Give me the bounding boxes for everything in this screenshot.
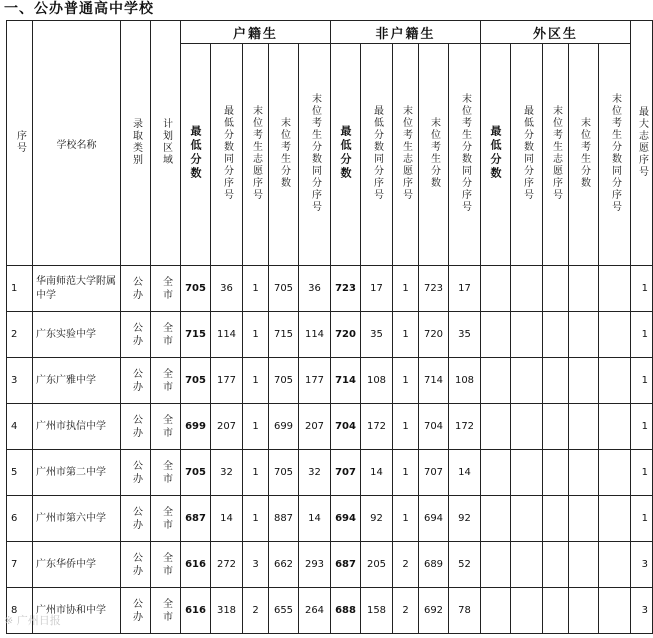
table-row <box>7 312 653 358</box>
cell-feihuji: 694 <box>419 496 449 542</box>
cell-feihuji: 158 <box>361 588 393 634</box>
header-max-wish: 最大志愿序号 <box>631 21 653 266</box>
cell-huji: 207 <box>299 404 331 450</box>
cell-huji: 114 <box>299 312 331 358</box>
table-row <box>7 266 653 312</box>
cell-huji: 715 <box>181 312 211 358</box>
cell-waiqu-empty <box>511 496 543 542</box>
cell-seq: 7 <box>7 542 33 588</box>
cell-huji: 1 <box>243 312 269 358</box>
cell-huji: 705 <box>181 450 211 496</box>
cell-waiqu-empty <box>599 588 631 634</box>
cell-school-name: 广州市第六中学 <box>33 496 121 542</box>
cell-feihuji: 2 <box>393 588 419 634</box>
cell-waiqu-empty <box>543 542 569 588</box>
cell-feihuji: 2 <box>393 542 419 588</box>
cell-seq: 1 <box>7 266 33 312</box>
cell-seq: 3 <box>7 358 33 404</box>
cell-waiqu-empty <box>599 450 631 496</box>
cell-feihuji: 704 <box>419 404 449 450</box>
cell-waiqu-empty <box>543 312 569 358</box>
cell-feihuji: 1 <box>393 496 419 542</box>
cell-seq: 5 <box>7 450 33 496</box>
cell-huji: 1 <box>243 266 269 312</box>
cell-seq: 4 <box>7 404 33 450</box>
f-last-score: 末位考生分数 <box>419 44 449 266</box>
cell-feihuji: 720 <box>419 312 449 358</box>
w-min-score: 最低分数 <box>481 44 511 266</box>
table-row <box>7 358 653 404</box>
cell-max-wish: 3 <box>631 542 653 588</box>
cell-category: 公办 <box>121 496 151 542</box>
cell-feihuji: 35 <box>361 312 393 358</box>
cell-area: 全市 <box>151 266 181 312</box>
cell-huji: 36 <box>211 266 243 312</box>
cell-seq: 6 <box>7 496 33 542</box>
cell-waiqu-empty <box>569 358 599 404</box>
cell-feihuji: 687 <box>331 542 361 588</box>
cell-max-wish: 1 <box>631 450 653 496</box>
cell-huji: 715 <box>269 312 299 358</box>
cell-max-wish: 1 <box>631 312 653 358</box>
cell-feihuji: 17 <box>449 266 481 312</box>
cell-school-name: 广州市执信中学 <box>33 404 121 450</box>
cell-waiqu-empty <box>511 312 543 358</box>
cell-huji: 264 <box>299 588 331 634</box>
cell-feihuji: 723 <box>331 266 361 312</box>
cell-feihuji: 689 <box>419 542 449 588</box>
cell-huji: 32 <box>211 450 243 496</box>
cell-feihuji: 1 <box>393 358 419 404</box>
cell-waiqu-empty <box>481 542 511 588</box>
cell-huji: 14 <box>299 496 331 542</box>
cell-waiqu-empty <box>599 312 631 358</box>
cell-school-name: 广东实验中学 <box>33 312 121 358</box>
cell-waiqu-empty <box>481 312 511 358</box>
cell-waiqu-empty <box>511 542 543 588</box>
cell-huji: 1 <box>243 450 269 496</box>
group-huji: 户籍生 <box>181 21 331 44</box>
cell-feihuji: 14 <box>361 450 393 496</box>
cell-huji: 293 <box>299 542 331 588</box>
cell-huji: 272 <box>211 542 243 588</box>
cell-school-name: 广州市第二中学 <box>33 450 121 496</box>
cell-feihuji: 723 <box>419 266 449 312</box>
cell-waiqu-empty <box>543 588 569 634</box>
cell-huji: 177 <box>299 358 331 404</box>
cell-school-name: 广东广雅中学 <box>33 358 121 404</box>
cell-waiqu-empty <box>599 358 631 404</box>
header-category: 录取类别 <box>121 21 151 266</box>
cell-waiqu-empty <box>569 542 599 588</box>
table-row <box>7 542 653 588</box>
header-seq: 序号 <box>7 21 33 266</box>
h-last-score: 末位考生分数 <box>269 44 299 266</box>
page-heading: 一、公办普通高中学校 <box>4 1 154 17</box>
cell-feihuji: 692 <box>419 588 449 634</box>
cell-huji: 36 <box>299 266 331 312</box>
cell-feihuji: 108 <box>449 358 481 404</box>
cell-max-wish: 1 <box>631 358 653 404</box>
cell-huji: 687 <box>181 496 211 542</box>
cell-waiqu-empty <box>481 496 511 542</box>
cell-feihuji: 707 <box>331 450 361 496</box>
cell-feihuji: 1 <box>393 312 419 358</box>
header-area: 计划区域 <box>151 21 181 266</box>
cell-huji: 14 <box>211 496 243 542</box>
cell-feihuji: 17 <box>361 266 393 312</box>
h-min-score: 最低分数 <box>181 44 211 266</box>
cell-waiqu-empty <box>599 404 631 450</box>
cell-feihuji: 720 <box>331 312 361 358</box>
cell-huji: 1 <box>243 496 269 542</box>
cell-waiqu-empty <box>481 266 511 312</box>
cell-waiqu-empty <box>569 404 599 450</box>
cell-waiqu-empty <box>481 450 511 496</box>
cell-area: 全市 <box>151 496 181 542</box>
cell-feihuji: 704 <box>331 404 361 450</box>
cell-huji: 705 <box>181 358 211 404</box>
cell-waiqu-empty <box>481 588 511 634</box>
cell-feihuji: 92 <box>361 496 393 542</box>
cell-category: 公办 <box>121 404 151 450</box>
cell-category: 公办 <box>121 588 151 634</box>
cell-huji: 32 <box>299 450 331 496</box>
cell-waiqu-empty <box>543 496 569 542</box>
cell-waiqu-empty <box>543 450 569 496</box>
cell-feihuji: 172 <box>449 404 481 450</box>
cell-huji: 318 <box>211 588 243 634</box>
cell-area: 全市 <box>151 450 181 496</box>
cell-feihuji: 707 <box>419 450 449 496</box>
cell-waiqu-empty <box>569 312 599 358</box>
cell-waiqu-empty <box>569 450 599 496</box>
cell-feihuji: 14 <box>449 450 481 496</box>
cell-area: 全市 <box>151 312 181 358</box>
cell-huji: 616 <box>181 542 211 588</box>
cell-feihuji: 694 <box>331 496 361 542</box>
cell-feihuji: 1 <box>393 404 419 450</box>
table-row <box>7 496 653 542</box>
cell-feihuji: 714 <box>331 358 361 404</box>
w-last-same-rank: 末位考生分数同分序号 <box>599 44 631 266</box>
cell-feihuji: 1 <box>393 450 419 496</box>
cell-huji: 2 <box>243 588 269 634</box>
w-min-same-rank: 最低分数同分序号 <box>511 44 543 266</box>
admission-table <box>6 20 653 634</box>
cell-waiqu-empty <box>511 266 543 312</box>
cell-huji: 114 <box>211 312 243 358</box>
cell-feihuji: 205 <box>361 542 393 588</box>
cell-category: 公办 <box>121 450 151 496</box>
cell-waiqu-empty <box>511 450 543 496</box>
cell-huji: 705 <box>269 450 299 496</box>
cell-huji: 3 <box>243 542 269 588</box>
cell-waiqu-empty <box>543 358 569 404</box>
cell-feihuji: 688 <box>331 588 361 634</box>
cell-waiqu-empty <box>511 404 543 450</box>
cell-waiqu-empty <box>481 404 511 450</box>
w-last-score: 末位考生分数 <box>569 44 599 266</box>
cell-max-wish: 1 <box>631 404 653 450</box>
group-waiqu: 外区生 <box>481 21 631 44</box>
cell-huji: 655 <box>269 588 299 634</box>
cell-category: 公办 <box>121 266 151 312</box>
cell-feihuji: 78 <box>449 588 481 634</box>
cell-waiqu-empty <box>599 266 631 312</box>
cell-feihuji: 714 <box>419 358 449 404</box>
cell-huji: 699 <box>181 404 211 450</box>
watermark: ※ 广州日报 <box>4 614 61 627</box>
cell-feihuji: 172 <box>361 404 393 450</box>
cell-huji: 705 <box>269 266 299 312</box>
cell-category: 公办 <box>121 358 151 404</box>
cell-area: 全市 <box>151 404 181 450</box>
cell-waiqu-empty <box>481 358 511 404</box>
cell-max-wish: 3 <box>631 588 653 634</box>
f-last-same-rank: 末位考生分数同分序号 <box>449 44 481 266</box>
cell-huji: 699 <box>269 404 299 450</box>
table-row <box>7 404 653 450</box>
h-min-same-rank: 最低分数同分序号 <box>211 44 243 266</box>
cell-huji: 616 <box>181 588 211 634</box>
cell-huji: 1 <box>243 358 269 404</box>
table-row <box>7 450 653 496</box>
cell-school-name: 广东华侨中学 <box>33 542 121 588</box>
table-row <box>7 588 653 634</box>
f-min-same-rank: 最低分数同分序号 <box>361 44 393 266</box>
cell-waiqu-empty <box>599 496 631 542</box>
cell-feihuji: 52 <box>449 542 481 588</box>
cell-huji: 207 <box>211 404 243 450</box>
h-last-same-rank: 末位考生分数同分序号 <box>299 44 331 266</box>
cell-huji: 705 <box>181 266 211 312</box>
cell-huji: 1 <box>243 404 269 450</box>
cell-max-wish: 1 <box>631 266 653 312</box>
cell-huji: 887 <box>269 496 299 542</box>
cell-feihuji: 1 <box>393 266 419 312</box>
cell-huji: 662 <box>269 542 299 588</box>
header-name: 学校名称 <box>33 21 121 266</box>
cell-feihuji: 35 <box>449 312 481 358</box>
h-last-wish: 末位考生志愿序号 <box>243 44 269 266</box>
cell-category: 公办 <box>121 312 151 358</box>
f-last-wish: 末位考生志愿序号 <box>393 44 419 266</box>
f-min-score: 最低分数 <box>331 44 361 266</box>
cell-category: 公办 <box>121 542 151 588</box>
cell-feihuji: 92 <box>449 496 481 542</box>
cell-waiqu-empty <box>543 266 569 312</box>
cell-seq: 8 <box>7 588 33 634</box>
cell-waiqu-empty <box>543 404 569 450</box>
cell-huji: 705 <box>269 358 299 404</box>
cell-max-wish: 1 <box>631 496 653 542</box>
cell-feihuji: 108 <box>361 358 393 404</box>
cell-huji: 177 <box>211 358 243 404</box>
cell-seq: 2 <box>7 312 33 358</box>
cell-waiqu-empty <box>511 358 543 404</box>
cell-waiqu-empty <box>511 588 543 634</box>
cell-waiqu-empty <box>569 266 599 312</box>
cell-school-name: 广州市协和中学 <box>33 588 121 634</box>
cell-waiqu-empty <box>569 588 599 634</box>
w-last-wish: 末位考生志愿序号 <box>543 44 569 266</box>
cell-area: 全市 <box>151 358 181 404</box>
cell-school-name: 华南师范大学附属中学 <box>33 266 121 312</box>
group-feihuji: 非户籍生 <box>331 21 481 44</box>
cell-area: 全市 <box>151 588 181 634</box>
cell-waiqu-empty <box>599 542 631 588</box>
cell-waiqu-empty <box>569 496 599 542</box>
cell-area: 全市 <box>151 542 181 588</box>
